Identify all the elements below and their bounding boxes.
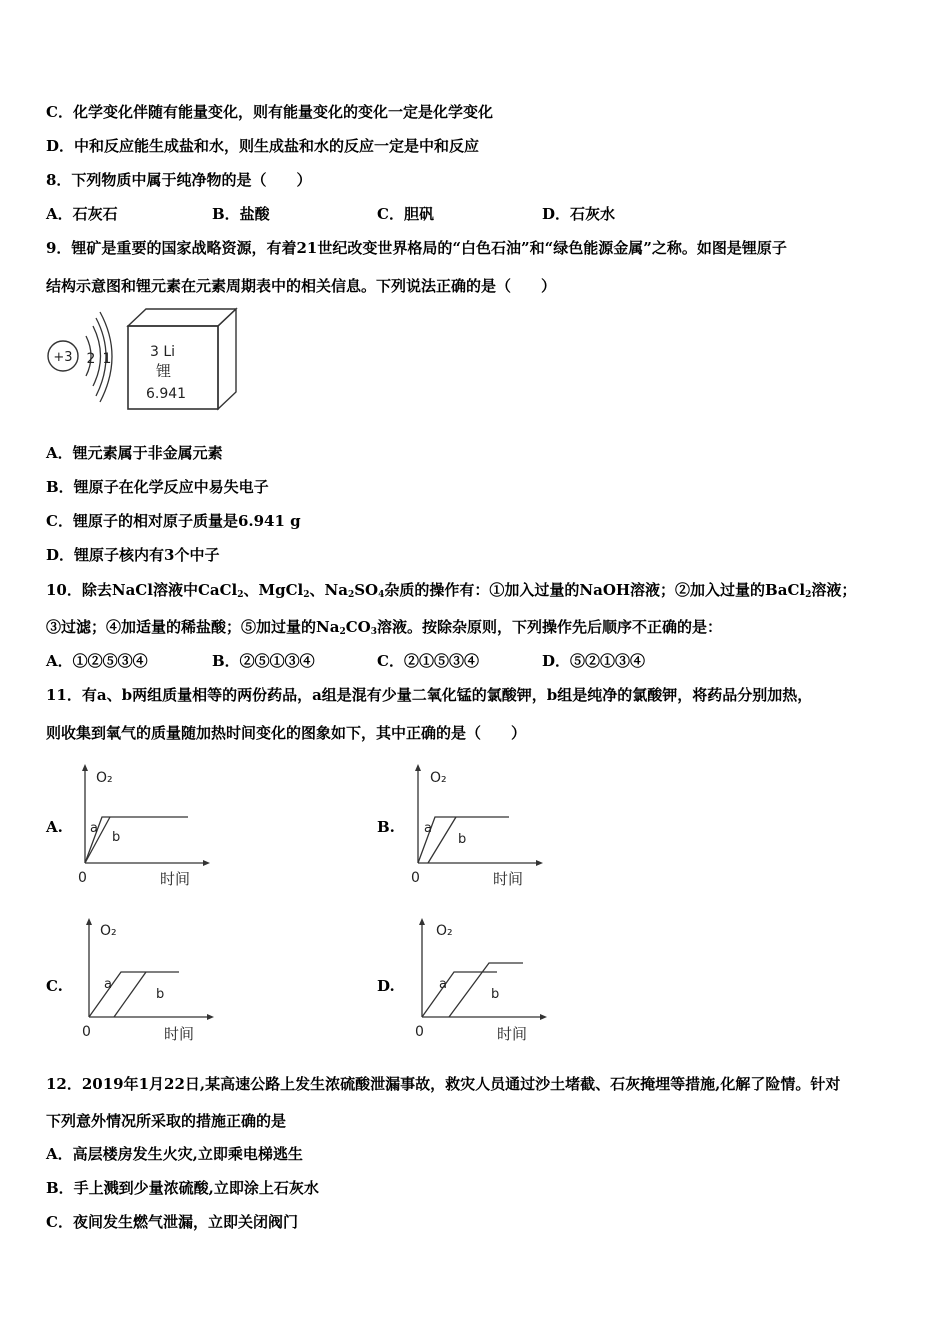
q10-stem-line2: ③过滤；④加适量的稀盐酸；⑤加过量的$Na_2CO_3$溶液。按除杂原则，下列操作先后顺序不正确的是： (46, 618, 722, 637)
q11-stem-line1: 11．有a、b两组质量相等的两份药品，a组是混有少量二氧化锰的氯酸钾，b组是纯净的氯酸钾，将药品分别加热， (46, 686, 813, 704)
q7-option-c: C．化学变化伴随有能量变化，则有能量变化的变化一定是化学变化 (46, 103, 493, 121)
svg-text:b: b (112, 830, 121, 845)
q8-option-a: A．石灰石 (46, 205, 118, 223)
nucleus-charge: +3 (53, 350, 73, 365)
q9-stem-line1: 9．锂矿是重要的国家战略资源，有着21世纪改变世界格局的“白色石油”和“绿色能源金属”之称。如图是锂原子 (46, 239, 787, 257)
svg-text:0: 0 (82, 1024, 91, 1040)
q10-option-d: D．⑤②①③④ (542, 652, 646, 670)
graph-a-label: A. (46, 818, 63, 836)
svg-text:0: 0 (415, 1024, 424, 1040)
curve-a (422, 972, 500, 1017)
q12-option-c: C．夜间发生燃气泄漏，立即关闭阀门 (46, 1213, 298, 1231)
svg-text:0: 0 (411, 870, 420, 886)
graph-b (403, 762, 553, 890)
lithium-figure (44, 306, 244, 414)
q8-stem: 8．下列物质中属于纯净物的是（ ） (46, 171, 312, 189)
q9-option-c: C．锂原子的相对原子质量是6.941 g (46, 512, 301, 530)
q12-option-b: B．手上溅到少量浓硫酸,立即涂上石灰水 (46, 1179, 319, 1197)
curve-a (89, 972, 179, 1017)
graph-b-label: B. (377, 818, 395, 836)
element-name: 锂 (156, 362, 172, 380)
graph-a (70, 762, 220, 890)
svg-text:a: a (424, 821, 432, 836)
graph-c-label: C. (46, 977, 63, 995)
q9-stem-line2: 结构示意图和锂元素在元素周期表中的相关信息。下列说法正确的是（ ） (46, 277, 557, 295)
q10-option-a: A．①②⑤③④ (46, 652, 148, 670)
element-mass: 6.941 (146, 386, 187, 402)
svg-text:b: b (458, 832, 467, 847)
q12-stem-line2: 下列意外情况所采取的措施正确的是 (46, 1112, 287, 1130)
q10-option-b: B．②⑤①③④ (212, 652, 315, 670)
graph-c (74, 916, 224, 1044)
q12-option-a: A．高层楼房发生火灾,立即乘电梯逃生 (46, 1145, 303, 1163)
q9-option-d: D．锂原子核内有3个中子 (46, 546, 220, 564)
curve-b (114, 972, 146, 1017)
svg-text:a: a (104, 977, 112, 992)
q8-option-b: B．盐酸 (212, 205, 270, 223)
svg-text:时间: 时间 (160, 870, 191, 888)
element-number-symbol: 3 Li (150, 344, 176, 360)
q12-stem-line1: 12．2019年1月22日,某高速公路上发生浓硫酸泄漏事故，救灾人员通过沙土堵截、石灰掩埋等措施,化解了险情。针对 (46, 1075, 841, 1093)
element-box-side (218, 309, 236, 409)
svg-text:0: 0 (78, 870, 87, 886)
svg-text:时间: 时间 (497, 1025, 528, 1043)
q8-option-c: C．胆矾 (377, 205, 434, 223)
svg-text:O₂: O₂ (96, 770, 113, 786)
graph-d (407, 916, 557, 1044)
shell2-electrons: 1 (102, 351, 112, 367)
curve-a (85, 817, 188, 863)
q9-option-a: A．锂元素属于非金属元素 (46, 444, 223, 462)
q10-stem-line1: 10．除去NaCl溶液中CaCl$_2$、MgCl$_2$、$Na_2SO_4$杂质的操作有：①加入过量的NaOH溶液；②加入过量的BaCl$_2$溶液； (46, 581, 857, 600)
graph-d-label: D. (377, 977, 395, 995)
svg-text:a: a (439, 977, 447, 992)
q8-option-d: D．石灰水 (542, 205, 616, 223)
svg-text:时间: 时间 (164, 1025, 195, 1043)
svg-text:b: b (491, 987, 500, 1002)
svg-text:b: b (156, 987, 165, 1002)
q9-option-b: B．锂原子在化学反应中易失电子 (46, 478, 269, 496)
curve-b (449, 963, 523, 1017)
svg-text:O₂: O₂ (100, 923, 117, 939)
svg-text:O₂: O₂ (430, 770, 447, 786)
q7-option-d: D．中和反应能生成盐和水，则生成盐和水的反应一定是中和反应 (46, 137, 480, 155)
svg-text:时间: 时间 (493, 870, 524, 888)
q10-option-c: C．②①⑤③④ (377, 652, 479, 670)
svg-text:O₂: O₂ (436, 923, 453, 939)
shell1-electrons: 2 (86, 351, 96, 367)
svg-text:a: a (90, 821, 98, 836)
q11-stem-line2: 则收集到氧气的质量随加热时间变化的图象如下，其中正确的是（ ） (46, 724, 527, 742)
